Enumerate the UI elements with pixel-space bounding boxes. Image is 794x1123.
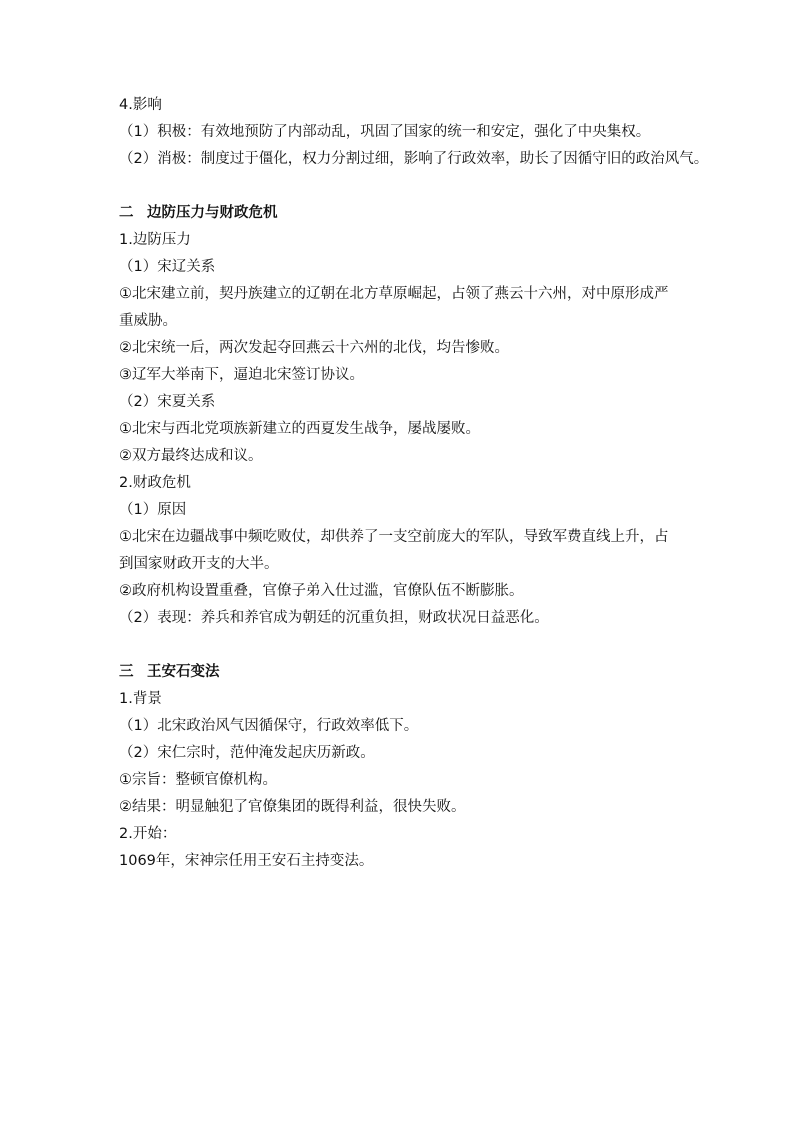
part-number: 二 xyxy=(119,205,134,221)
paragraph-manifestation: （2）表现：养兵和养官成为朝廷的沉重负担，财政状况日益恶化。 xyxy=(119,610,549,626)
subheading-song-xia: （2）宋夏关系 xyxy=(119,394,216,410)
paragraph-start: 1069年，宋神宗任用王安石主持变法。 xyxy=(119,853,374,869)
paragraph-item: ①北宋建立前，契丹族建立的辽朝在北方草原崛起，占领了燕云十六州，对中原形成严重威胁。 xyxy=(119,286,669,329)
spacer xyxy=(119,632,679,659)
part-heading-border-finance xyxy=(119,200,679,227)
part-heading-wang-anshi-reform xyxy=(119,659,679,686)
part-title: 王安石变法 xyxy=(147,664,220,680)
subheading-border-pressure: 1.边防压力 xyxy=(119,232,191,248)
paragraph-item: ①北宋在边疆战事中频吃败仗，却供养了一支空前庞大的军队，导致军费直线上升，占到国家财政开支的大半。 xyxy=(119,529,669,572)
paragraph-item: ③辽军大举南下，逼迫北宋签订协议。 xyxy=(119,367,364,383)
part-title: 边防压力与财政危机 xyxy=(147,205,278,221)
subheading-causes: （1）原因 xyxy=(119,502,187,518)
subheading-start: 2.开始： xyxy=(119,826,177,842)
paragraph-item: ①北宋与西北党项族新建立的西夏发生战争，屡战屡败。 xyxy=(119,421,480,437)
paragraph-item: ①宗旨：整顿官僚机构。 xyxy=(119,772,277,788)
subheading-background: 1.背景 xyxy=(119,691,162,707)
paragraph-negative: （2）消极：制度过于僵化，权力分割过细，影响了行政效率，助长了因循守旧的政治风气。 xyxy=(119,151,709,167)
section-heading-influence: 4.影响 xyxy=(119,97,162,113)
document-body xyxy=(119,92,709,875)
subheading-song-liao: （1）宋辽关系 xyxy=(119,259,216,275)
paragraph-item: ②双方最终达成和议。 xyxy=(119,448,263,464)
subheading-finance-crisis: 2.财政危机 xyxy=(119,475,191,491)
spacer xyxy=(119,173,679,200)
paragraph-item: （2）宋仁宗时，范仲淹发起庆历新政。 xyxy=(119,745,375,761)
part-number: 三 xyxy=(119,664,134,680)
paragraph-item: ②政府机构设置重叠，官僚子弟入仕过滥，官僚队伍不断膨胀。 xyxy=(119,583,524,599)
paragraph-item: ②北宋统一后，两次发起夺回燕云十六州的北伐，均告惨败。 xyxy=(119,340,509,356)
paragraph-item: ②结果：明显触犯了官僚集团的既得利益，很快失败。 xyxy=(119,799,466,815)
paragraph-positive: （1）积极：有效地预防了内部动乱，巩固了国家的统一和安定，强化了中央集权。 xyxy=(119,124,651,140)
paragraph-item: （1）北宋政治风气因循保守，行政效率低下。 xyxy=(119,718,419,734)
